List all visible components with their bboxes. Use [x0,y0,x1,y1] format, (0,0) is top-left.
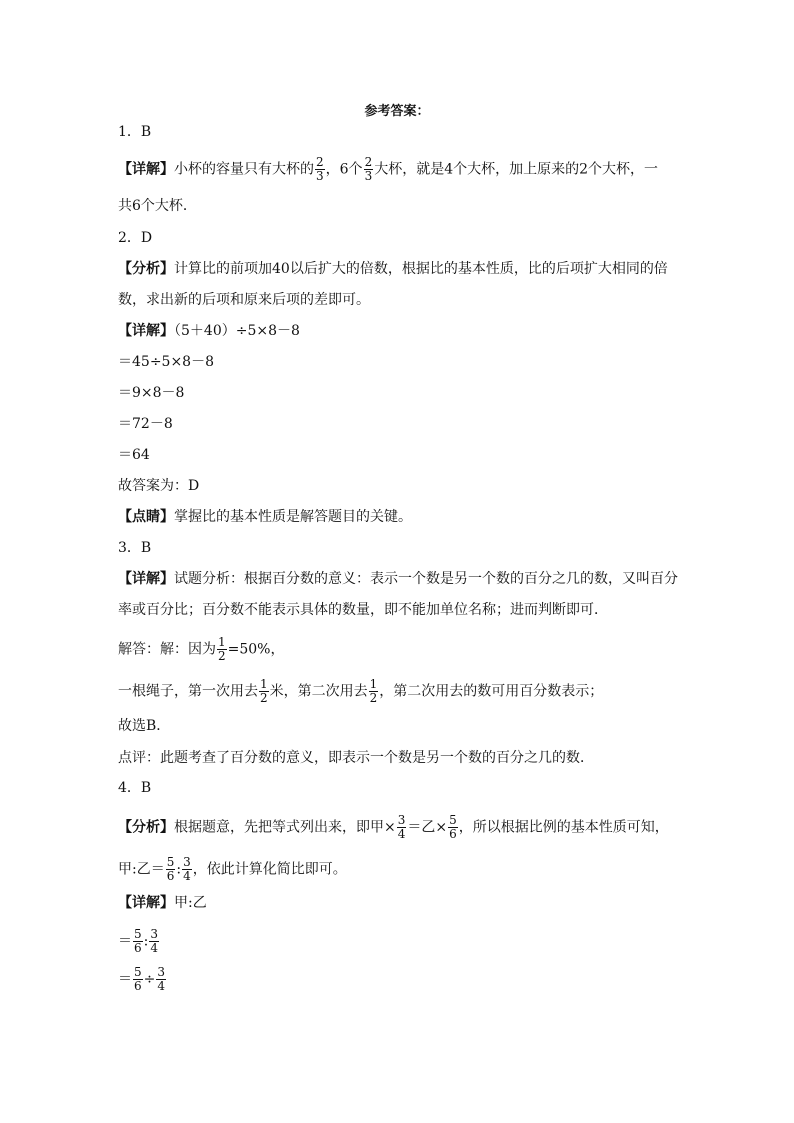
denominator: 4 [157,979,166,993]
q1-detail-line-2: 共6个大杯． [118,198,197,214]
numerator: 3 [150,927,158,941]
denominator: 6 [166,869,175,883]
fraction [133,966,143,993]
denominator: 6 [134,979,142,993]
numerator: 1 [369,677,378,691]
q2-step-4: ＝64 [118,447,150,463]
q2-step-2: ＝9×8－8 [118,385,185,401]
text: 米，第二次用去 [269,683,368,700]
q4-number: 4．B [118,780,152,796]
fraction [397,814,407,841]
q4-step-1 [118,928,160,955]
q3-detail-line-1 [118,569,678,589]
q3-choice: 故选B． [118,718,171,734]
fraction [364,156,374,183]
q1-detail-line-1 [118,156,658,183]
text: 根据题意，先把等式列出来，即甲× [174,819,396,836]
numerator: 3 [397,813,406,827]
numerator: 3 [157,965,166,979]
fraction [182,856,192,883]
fraction [369,678,379,705]
denominator: 4 [183,869,191,883]
numerator: 1 [260,677,268,691]
q2-step-1: ＝45÷5×8－8 [118,354,214,370]
text: 掌握比的基本性质是解答题目的关键。 [174,509,412,525]
numerator: 1 [218,635,226,649]
text: 小杯的容量只有大杯的 [174,161,314,178]
fraction [166,856,176,883]
q1-number: 1．B [118,124,152,140]
q2-detail-line-1 [118,321,300,341]
text: 一根绳子，第一次用去 [118,683,258,700]
denominator: 2 [218,649,226,663]
numerator: 5 [134,965,142,979]
numerator: 5 [166,855,175,869]
q4-analysis-line-2 [118,856,347,883]
numerator: 5 [449,813,457,827]
text: （5＋40）÷5×8－8 [174,323,300,339]
detail-tag: 【详解】 [118,161,174,178]
text: ，第二次用去的数可用百分数表示； [379,683,604,700]
numerator: 3 [183,855,191,869]
detail-tag: 【详解】 [118,323,174,339]
text: 解答：解：因为 [118,641,216,658]
q4-analysis-line-1 [118,814,669,841]
q2-comment [118,507,412,527]
denominator: 6 [449,827,457,841]
fraction [448,814,458,841]
fraction [149,928,159,955]
denominator: 6 [134,941,142,955]
q2-analysis-line-2: 数，求出新的后项和原来后项的差即可。 [118,292,370,308]
text: ＝乙× [407,819,448,836]
text: 甲:乙＝ [118,861,165,878]
analysis-tag: 【分析】 [118,819,174,836]
page-title: 参考答案： [364,104,430,119]
numerator: 2 [316,155,324,169]
text: 计算比的前项加40以后扩大的倍数，根据比的基本性质，比的后项扩大相同的倍 [174,261,668,277]
q2-step-3: ＝72－8 [118,416,173,432]
colon: : [143,933,149,950]
text: 大杯，就是4个大杯，加上原来的2个大杯，一 [374,161,659,178]
q2-answer: 故答案为：D [118,478,200,494]
text: =50%， [227,641,285,658]
colon: : [176,861,182,878]
denominator: 3 [316,169,324,183]
denominator: 2 [260,691,268,705]
fraction [315,156,325,183]
divide-sign: ÷ [143,971,156,988]
q2-analysis-line-1 [118,259,668,279]
q3-solution-line-2 [118,678,603,705]
fraction [217,636,227,663]
fraction [133,928,143,955]
analysis-tag: 【分析】 [118,261,174,277]
fraction [156,966,166,993]
q3-detail-line-2: 率或百分比；百分数不能表示具体的数量，即不能加单位名称；进而判断即可． [118,602,608,618]
equals: ＝ [118,971,132,988]
denominator: 4 [397,827,406,841]
text: ，依此计算化简比即可。 [192,861,347,878]
fraction [259,678,269,705]
numerator: 5 [134,927,142,941]
text: 试题分析：根据百分数的意义：表示一个数是另一个数的百分之几的数，又叫百分 [174,571,678,587]
text: ，所以根据比例的基本性质可知， [458,819,669,836]
text: 甲:乙 [174,895,207,911]
numerator: 2 [364,155,373,169]
denominator: 4 [150,941,158,955]
denominator: 2 [369,691,378,705]
q2-number: 2．D [118,230,153,246]
equals: ＝ [118,933,132,950]
q3-number: 3．B [118,540,152,556]
detail-tag: 【详解】 [118,571,174,587]
detail-tag: 【详解】 [118,895,174,911]
q4-step-2 [118,966,167,993]
q3-solution-line-1 [118,636,285,663]
q4-detail-line-1 [118,893,207,913]
text: ，6个 [325,161,363,178]
comment-tag: 【点睛】 [118,509,174,525]
q3-review: 点评：此题考查了百分数的意义，即表示一个数是另一个数的百分之几的数． [118,750,594,766]
denominator: 3 [364,169,373,183]
